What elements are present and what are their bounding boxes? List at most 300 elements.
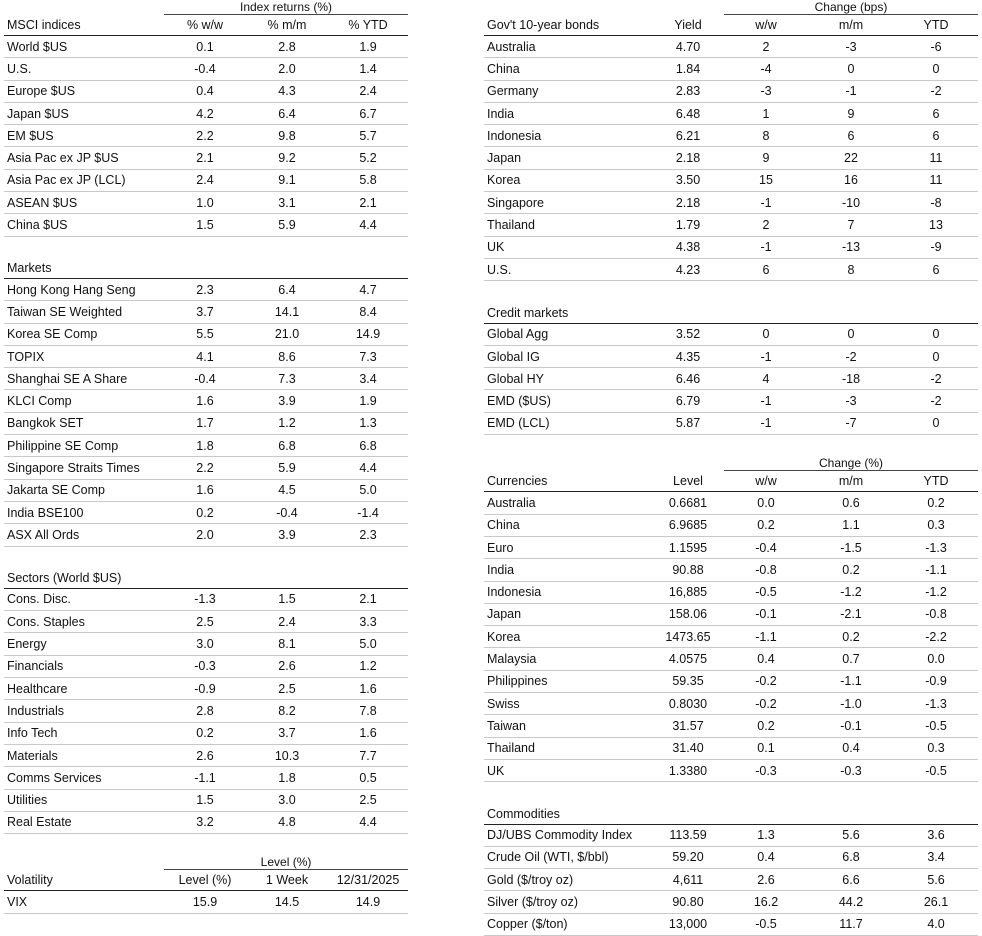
row-label: DJ/UBS Commodity Index <box>484 824 652 846</box>
value-cell: 0.1 <box>724 737 808 759</box>
column-header: Level <box>652 471 724 492</box>
table-row <box>484 559 978 581</box>
credit-header <box>484 303 978 324</box>
value-cell: 3.52 <box>652 323 724 345</box>
table-row <box>4 722 408 744</box>
column-header: 1 Week <box>246 870 328 891</box>
value-cell: 2.3 <box>164 278 246 300</box>
bonds-header <box>484 15 978 36</box>
value-cell: 0 <box>894 412 978 434</box>
value-cell: 1.84 <box>652 58 724 80</box>
row-label: Malaysia <box>484 648 652 670</box>
value-cell: 3.3 <box>328 611 408 633</box>
value-cell: 5.6 <box>894 869 978 891</box>
value-cell: 7 <box>808 214 894 236</box>
row-label: Asia Pac ex JP (LCL) <box>4 169 164 191</box>
value-cell: 5.87 <box>652 412 724 434</box>
volatility-header <box>4 870 408 891</box>
change-bps-super-header: Change (bps) <box>724 0 978 15</box>
value-cell: 2.8 <box>164 700 246 722</box>
value-cell: -6 <box>894 36 978 58</box>
value-cell: 13,000 <box>652 913 724 935</box>
volatility-super-header <box>4 855 408 870</box>
table-row <box>484 737 978 759</box>
value-cell: 1.1595 <box>652 536 724 558</box>
value-cell: 2.5 <box>164 611 246 633</box>
value-cell: 1.0 <box>164 192 246 214</box>
row-label: World $US <box>4 36 164 58</box>
table-row <box>484 670 978 692</box>
table-row <box>4 744 408 766</box>
value-cell: 6.8 <box>808 846 894 868</box>
value-cell: -0.9 <box>164 678 246 700</box>
row-label: ASX All Ords <box>4 524 164 546</box>
table-row <box>4 147 408 169</box>
value-cell: 1.9 <box>328 390 408 412</box>
value-cell: 26.1 <box>894 891 978 913</box>
value-cell: 0.4 <box>724 648 808 670</box>
value-cell: 6.9685 <box>652 514 724 536</box>
value-cell: 5.0 <box>328 633 408 655</box>
value-cell: 4.2 <box>164 102 246 124</box>
row-label: U.S. <box>4 58 164 80</box>
value-cell: -1.4 <box>328 501 408 523</box>
value-cell: 2.3 <box>328 524 408 546</box>
value-cell: 8 <box>808 258 894 280</box>
column-header: % w/w <box>164 15 246 36</box>
value-cell: 8.1 <box>246 633 328 655</box>
value-cell: -1 <box>808 80 894 102</box>
value-cell: 5.2 <box>328 147 408 169</box>
table-row <box>4 435 408 457</box>
value-cell: 6 <box>894 125 978 147</box>
left-column <box>4 0 408 914</box>
column-header: YTD <box>894 15 978 36</box>
table-row <box>484 58 978 80</box>
row-label: Indonesia <box>484 581 652 603</box>
value-cell: 14.5 <box>246 891 328 913</box>
value-cell: 1.8 <box>164 435 246 457</box>
value-cell: 5.0 <box>328 479 408 501</box>
value-cell: 6.79 <box>652 390 724 412</box>
value-cell: 2.6 <box>724 869 808 891</box>
value-cell: 2 <box>724 36 808 58</box>
value-cell: 2.5 <box>246 678 328 700</box>
value-cell: 1473.65 <box>652 626 724 648</box>
value-cell: 1.6 <box>328 678 408 700</box>
row-label: Global HY <box>484 368 652 390</box>
value-cell: 6.7 <box>328 102 408 124</box>
row-label: Bangkok SET <box>4 412 164 434</box>
value-cell: 11.7 <box>808 913 894 935</box>
row-label: India <box>484 559 652 581</box>
bonds-super-header <box>484 0 978 15</box>
currencies-rows <box>484 492 978 782</box>
value-cell: -4 <box>724 58 808 80</box>
value-cell: 3.50 <box>652 169 724 191</box>
row-label: Indonesia <box>484 125 652 147</box>
value-cell: 3.4 <box>328 368 408 390</box>
value-cell: 2.2 <box>164 457 246 479</box>
value-cell: 6 <box>894 258 978 280</box>
msci-header <box>4 15 408 36</box>
row-label: TOPIX <box>4 345 164 367</box>
value-cell: -1 <box>724 236 808 258</box>
value-cell: 3.2 <box>164 811 246 833</box>
value-cell: 31.40 <box>652 737 724 759</box>
value-cell: 1.5 <box>164 214 246 236</box>
column-header: m/m <box>808 471 894 492</box>
bonds-rows <box>484 36 978 281</box>
section-title: Gov't 10-year bonds <box>484 15 652 36</box>
column-header-row <box>484 15 978 36</box>
value-cell: 1.3 <box>328 412 408 434</box>
row-label: India BSE100 <box>4 501 164 523</box>
section-title: Sectors (World $US) <box>4 568 408 589</box>
table-row <box>4 767 408 789</box>
value-cell: 90.80 <box>652 891 724 913</box>
value-cell: -3 <box>724 80 808 102</box>
row-label: Thailand <box>484 737 652 759</box>
value-cell: 7.7 <box>328 744 408 766</box>
table-row <box>484 693 978 715</box>
row-label: Korea <box>484 169 652 191</box>
table-row <box>484 626 978 648</box>
msci-rows <box>4 36 408 237</box>
value-cell: 1.4 <box>328 58 408 80</box>
value-cell: 6.46 <box>652 368 724 390</box>
row-label: Thailand <box>484 214 652 236</box>
value-cell: 0.7 <box>808 648 894 670</box>
row-label: Philippines <box>484 670 652 692</box>
column-header: Level (%) <box>164 870 246 891</box>
value-cell: -2 <box>894 390 978 412</box>
table-row <box>4 633 408 655</box>
value-cell: 0.0 <box>724 492 808 514</box>
value-cell: -8 <box>894 192 978 214</box>
row-label: Cons. Staples <box>4 611 164 633</box>
value-cell: 31.57 <box>652 715 724 737</box>
value-cell: 4.23 <box>652 258 724 280</box>
table-row <box>484 412 978 434</box>
value-cell: 0.4 <box>808 737 894 759</box>
value-cell: 1.8 <box>246 767 328 789</box>
table-row <box>4 501 408 523</box>
value-cell: 0 <box>808 58 894 80</box>
value-cell: 9 <box>724 147 808 169</box>
table-row <box>484 891 978 913</box>
value-cell: 1.79 <box>652 214 724 236</box>
value-cell: 4.4 <box>328 457 408 479</box>
value-cell: -0.8 <box>894 603 978 625</box>
value-cell: 3.9 <box>246 524 328 546</box>
column-header: 12/31/2025 <box>328 870 408 891</box>
value-cell: 4.0 <box>894 913 978 935</box>
value-cell: 2.1 <box>328 588 408 610</box>
value-cell: 16 <box>808 169 894 191</box>
value-cell: 0.3 <box>894 514 978 536</box>
row-label: Info Tech <box>4 722 164 744</box>
row-label: China <box>484 58 652 80</box>
volatility-rows <box>4 891 408 913</box>
value-cell: 3.4 <box>894 846 978 868</box>
value-cell: -0.3 <box>164 655 246 677</box>
table-row <box>484 192 978 214</box>
column-header-row <box>4 870 408 891</box>
table-row <box>484 536 978 558</box>
value-cell: 0.2 <box>164 501 246 523</box>
row-label: Gold ($/troy oz) <box>484 869 652 891</box>
value-cell: 2.0 <box>246 58 328 80</box>
row-label: Financials <box>4 655 164 677</box>
table-row <box>484 581 978 603</box>
section-title: Credit markets <box>484 303 978 324</box>
value-cell: 7.3 <box>246 368 328 390</box>
value-cell: 2.1 <box>164 147 246 169</box>
value-cell: 11 <box>894 147 978 169</box>
section-title: Currencies <box>484 471 652 492</box>
value-cell: 158.06 <box>652 603 724 625</box>
msci-table <box>4 0 408 914</box>
row-label: Philippine SE Comp <box>4 435 164 457</box>
value-cell: 3.9 <box>246 390 328 412</box>
column-header: Yield <box>652 15 724 36</box>
value-cell: -0.5 <box>724 581 808 603</box>
value-cell: 10.3 <box>246 744 328 766</box>
row-label: Jakarta SE Comp <box>4 479 164 501</box>
row-label: Taiwan <box>484 715 652 737</box>
table-row <box>484 759 978 781</box>
table-row <box>484 323 978 345</box>
row-label: Healthcare <box>4 678 164 700</box>
index-returns-super-header: Index returns (%) <box>164 0 408 15</box>
value-cell: 90.88 <box>652 559 724 581</box>
value-cell: -1.0 <box>808 693 894 715</box>
value-cell: 4.8 <box>246 811 328 833</box>
value-cell: -1.1 <box>894 559 978 581</box>
row-label: Cons. Disc. <box>4 588 164 610</box>
value-cell: 3.0 <box>164 633 246 655</box>
change-pct-super-header: Change (%) <box>724 456 978 471</box>
value-cell: 1.3 <box>724 824 808 846</box>
table-row <box>484 715 978 737</box>
value-cell: -0.9 <box>894 670 978 692</box>
value-cell: -1.1 <box>808 670 894 692</box>
table-row <box>484 214 978 236</box>
row-label: Materials <box>4 744 164 766</box>
value-cell: 4.1 <box>164 345 246 367</box>
column-header: m/m <box>808 15 894 36</box>
value-cell: 4.3 <box>246 80 328 102</box>
value-cell: -1 <box>724 192 808 214</box>
value-cell: 2.1 <box>328 192 408 214</box>
table-row <box>4 125 408 147</box>
value-cell: 2.4 <box>328 80 408 102</box>
value-cell: 22 <box>808 147 894 169</box>
table-row <box>484 492 978 514</box>
commodities-rows <box>484 824 978 935</box>
value-cell: -2.1 <box>808 603 894 625</box>
row-label: Silver ($/troy oz) <box>484 891 652 913</box>
currencies-super-header <box>484 456 978 471</box>
value-cell: 8.4 <box>328 301 408 323</box>
table-row <box>484 125 978 147</box>
value-cell: 7.8 <box>328 700 408 722</box>
table-row <box>4 524 408 546</box>
value-cell: -3 <box>808 36 894 58</box>
row-label: Shanghai SE A Share <box>4 368 164 390</box>
value-cell: 6.21 <box>652 125 724 147</box>
row-label: U.S. <box>484 258 652 280</box>
row-label: UK <box>484 236 652 258</box>
column-header: % m/m <box>246 15 328 36</box>
value-cell: -13 <box>808 236 894 258</box>
row-label: Copper ($/ton) <box>484 913 652 935</box>
row-label: Global Agg <box>484 323 652 345</box>
row-label: Japan $US <box>4 102 164 124</box>
section-header-row <box>4 568 408 589</box>
value-cell: -2 <box>808 345 894 367</box>
right-column <box>484 0 978 936</box>
table-row <box>4 655 408 677</box>
value-cell: 3.7 <box>246 722 328 744</box>
value-cell: 0.2 <box>724 715 808 737</box>
sectors-rows <box>4 588 408 833</box>
table-row <box>484 368 978 390</box>
value-cell: 0.2 <box>164 722 246 744</box>
value-cell: -1 <box>724 345 808 367</box>
value-cell: 1 <box>724 102 808 124</box>
value-cell: 1.2 <box>328 655 408 677</box>
credit-rows <box>484 323 978 434</box>
value-cell: 14.9 <box>328 323 408 345</box>
table-row <box>4 368 408 390</box>
value-cell: 2.5 <box>328 789 408 811</box>
value-cell: 1.6 <box>164 479 246 501</box>
value-cell: 5.7 <box>328 125 408 147</box>
row-label: EMD ($US) <box>484 390 652 412</box>
value-cell: 2.83 <box>652 80 724 102</box>
row-label: Utilities <box>4 789 164 811</box>
value-cell: 14.9 <box>328 891 408 913</box>
table-row <box>4 192 408 214</box>
markets-header <box>4 258 408 279</box>
value-cell: 1.3380 <box>652 759 724 781</box>
section-title: Markets <box>4 258 408 279</box>
value-cell: 4.4 <box>328 811 408 833</box>
value-cell: 2.8 <box>246 36 328 58</box>
row-label: Singapore Straits Times <box>4 457 164 479</box>
value-cell: -0.1 <box>724 603 808 625</box>
value-cell: 44.2 <box>808 891 894 913</box>
value-cell: 6.8 <box>328 435 408 457</box>
column-header: YTD <box>894 471 978 492</box>
table-row <box>4 36 408 58</box>
table-row <box>484 824 978 846</box>
section-title: MSCI indices <box>4 15 164 36</box>
value-cell: -1 <box>724 390 808 412</box>
value-cell: 3.0 <box>246 789 328 811</box>
value-cell: -0.1 <box>808 715 894 737</box>
table-row <box>484 603 978 625</box>
value-cell: 0.2 <box>808 559 894 581</box>
value-cell: 0.2 <box>894 492 978 514</box>
level-super-header: Level (%) <box>164 855 408 870</box>
value-cell: 2.0 <box>164 524 246 546</box>
value-cell: 2.18 <box>652 192 724 214</box>
value-cell: -7 <box>808 412 894 434</box>
value-cell: 9.8 <box>246 125 328 147</box>
msci-super-header <box>4 0 408 15</box>
table-row <box>484 913 978 935</box>
row-label: Taiwan SE Weighted <box>4 301 164 323</box>
value-cell: 5.9 <box>246 457 328 479</box>
row-label: China <box>484 514 652 536</box>
column-header: w/w <box>724 15 808 36</box>
table-row <box>4 700 408 722</box>
value-cell: 1.6 <box>328 722 408 744</box>
table-row <box>4 278 408 300</box>
value-cell: -0.4 <box>246 501 328 523</box>
value-cell: 4,611 <box>652 869 724 891</box>
row-label: VIX <box>4 891 164 913</box>
value-cell: 2.2 <box>164 125 246 147</box>
value-cell: 2.4 <box>246 611 328 633</box>
value-cell: -1.3 <box>164 588 246 610</box>
value-cell: -0.3 <box>808 759 894 781</box>
table-row <box>484 846 978 868</box>
value-cell: -1.1 <box>724 626 808 648</box>
value-cell: 21.0 <box>246 323 328 345</box>
column-header: w/w <box>724 471 808 492</box>
row-label: Industrials <box>4 700 164 722</box>
value-cell: 16.2 <box>724 891 808 913</box>
table-row <box>484 514 978 536</box>
value-cell: 6.6 <box>808 869 894 891</box>
row-label: Real Estate <box>4 811 164 833</box>
value-cell: 2.4 <box>164 169 246 191</box>
section-title: Volatility <box>4 870 164 891</box>
value-cell: 0 <box>724 323 808 345</box>
row-label: Japan <box>484 147 652 169</box>
table-row <box>484 147 978 169</box>
value-cell: 59.20 <box>652 846 724 868</box>
value-cell: 7.3 <box>328 345 408 367</box>
row-label: Singapore <box>484 192 652 214</box>
value-cell: 8 <box>724 125 808 147</box>
table-row <box>484 169 978 191</box>
table-row <box>4 102 408 124</box>
table-row <box>484 648 978 670</box>
value-cell: 4.4 <box>328 214 408 236</box>
value-cell: 59.35 <box>652 670 724 692</box>
table-row <box>4 390 408 412</box>
value-cell: 14.1 <box>246 301 328 323</box>
value-cell: 0.3 <box>894 737 978 759</box>
value-cell: 0.6 <box>808 492 894 514</box>
row-label: UK <box>484 759 652 781</box>
value-cell: 6.8 <box>246 435 328 457</box>
value-cell: 0 <box>808 323 894 345</box>
value-cell: 113.59 <box>652 824 724 846</box>
section-title: Commodities <box>484 804 978 825</box>
row-label: KLCI Comp <box>4 390 164 412</box>
value-cell: 3.1 <box>246 192 328 214</box>
value-cell: -1.5 <box>808 536 894 558</box>
value-cell: 2 <box>724 214 808 236</box>
value-cell: 0.8030 <box>652 693 724 715</box>
value-cell: -0.4 <box>724 536 808 558</box>
